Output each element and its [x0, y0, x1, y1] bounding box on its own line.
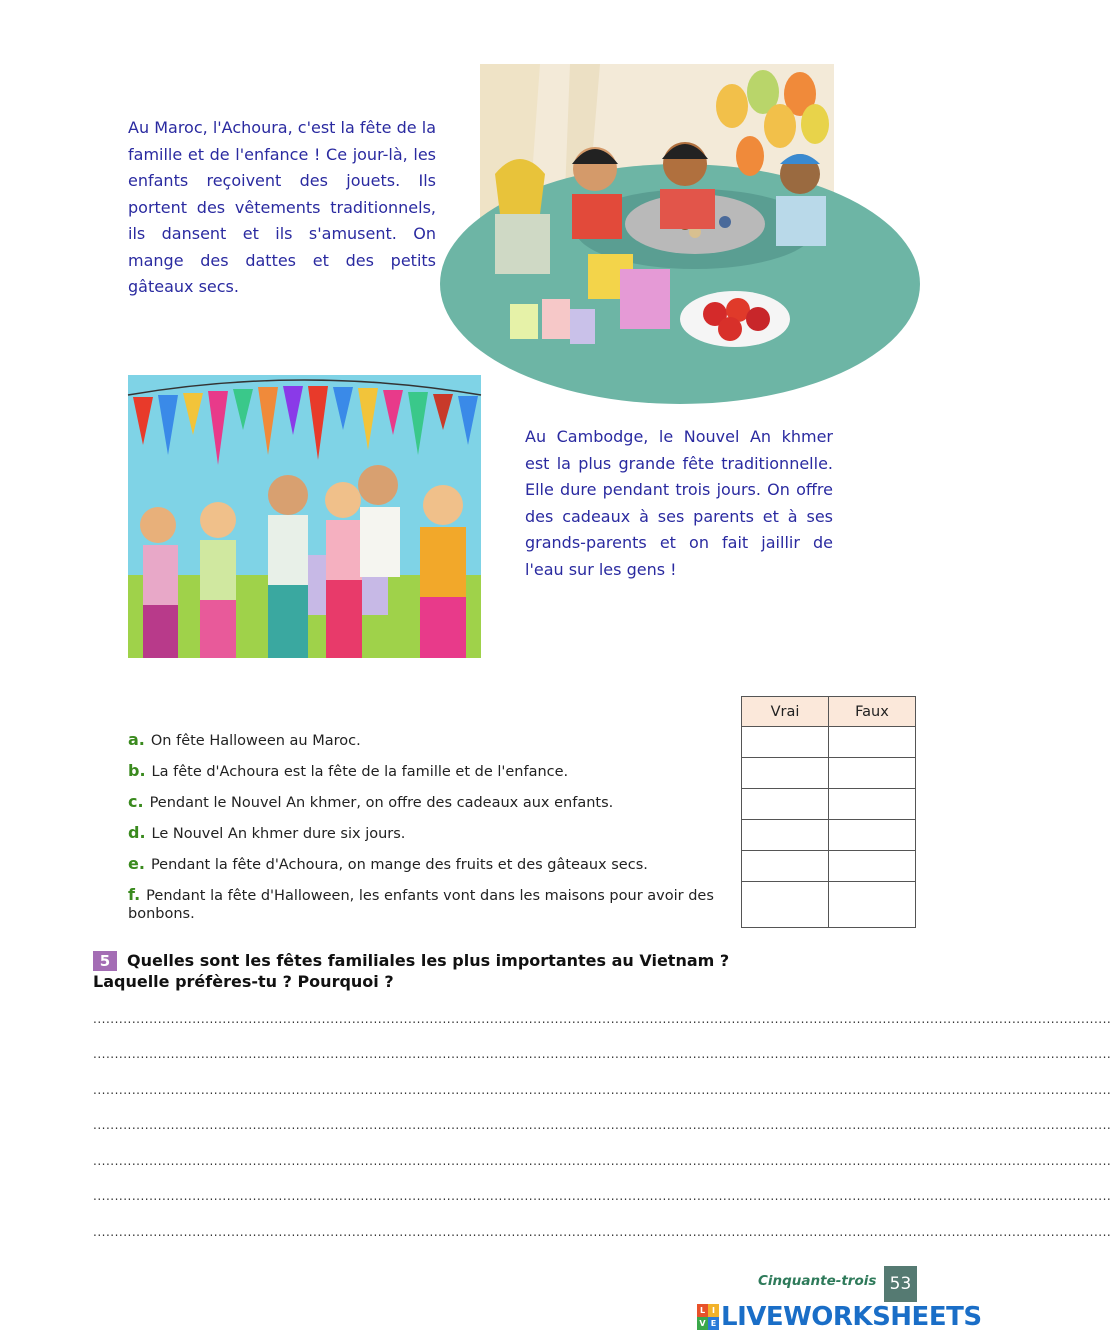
answer-line-5[interactable]: ............................................................................................................................................................................................................................................ [93, 1154, 1111, 1168]
statement-b [128, 762, 728, 781]
exercise-5-question [93, 950, 853, 992]
statement-text: On fête Halloween au Maroc. [150, 733, 361, 749]
statement-letter: d. [128, 823, 146, 842]
logo-letter: V [697, 1317, 708, 1330]
logo-letter: E [708, 1317, 719, 1330]
answer-line-2[interactable]: ............................................................................................................................................................................................................................................ [93, 1047, 1111, 1061]
statement-letter: c. [128, 792, 144, 811]
answer-cell-c-faux[interactable] [829, 789, 916, 820]
statement-letter: b. [128, 761, 146, 780]
statement-text: Pendant la fête d'Achoura, on mange des fruits et des gâteaux secs. [150, 857, 648, 873]
faux-header: Faux [829, 697, 916, 727]
statement-f [128, 886, 728, 923]
answer-line-4[interactable]: ............................................................................................................................................................................................................................................ [93, 1118, 1111, 1132]
statement-text: Pendant la fête d'Halloween, les enfants vont dans les maisons pour avoir des bonbons. [128, 888, 714, 922]
liveworksheets-logo-icon [697, 1304, 719, 1330]
morocco-paragraph: Au Maroc, l'Achoura, c'est la fête de la famille et de l'enfance ! Ce jour-là, les enfants reçoivent des jouets. Ils portent des vêtements traditionnels, ils dansent et ils s'amusent. On mange des dattes et des petits gâteaux secs. [128, 118, 436, 296]
answer-cell-b-faux[interactable] [829, 758, 916, 789]
answer-cell-d-vrai[interactable] [742, 820, 829, 851]
statement-c [128, 793, 728, 812]
logo-letter: L [697, 1304, 708, 1317]
answer-cell-e-faux[interactable] [829, 851, 916, 882]
logo-letter: I [708, 1304, 719, 1317]
khmer-new-year-illustration [128, 375, 481, 658]
statement-text: Le Nouvel An khmer dure six jours. [151, 826, 406, 842]
answer-cell-d-faux[interactable] [829, 820, 916, 851]
brand-text: LIVEWORKSHEETS [721, 1302, 982, 1332]
answer-cell-e-vrai[interactable] [742, 851, 829, 882]
liveworksheets-brand[interactable] [697, 1302, 982, 1332]
statement-text: Pendant le Nouvel An khmer, on offre des cadeaux aux enfants. [149, 795, 614, 811]
statement-a [128, 731, 728, 750]
answer-line-1[interactable]: ............................................................................................................................................................................................................................................ [93, 1012, 1111, 1026]
statement-letter: f. [128, 885, 141, 904]
page-word: Cinquante-trois [758, 1273, 877, 1289]
true-false-table [741, 696, 916, 928]
statement-d [128, 824, 728, 843]
statement-text: La fête d'Achoura est la fête de la famille et de l'enfance. [151, 764, 569, 780]
answer-line-6[interactable]: ............................................................................................................................................................................................................................................ [93, 1189, 1111, 1203]
achoura-illustration [480, 64, 834, 347]
statement-letter: a. [128, 730, 145, 749]
cambodia-paragraph: Au Cambodge, le Nouvel An khmer est la plus grande fête traditionnelle. Elle dure pendant trois jours. On offre des cadeaux à ses parents et à ses grands-parents et on fait jaillir de l'eau sur les gens ! [525, 427, 833, 579]
answer-cell-a-faux[interactable] [829, 727, 916, 758]
answer-cell-a-vrai[interactable] [742, 727, 829, 758]
answer-cell-c-vrai[interactable] [742, 789, 829, 820]
answer-line-3[interactable]: ............................................................................................................................................................................................................................................ [93, 1083, 1111, 1097]
statement-e [128, 855, 728, 874]
answer-cell-b-vrai[interactable] [742, 758, 829, 789]
answer-cell-f-faux[interactable] [829, 882, 916, 928]
answer-cell-f-vrai[interactable] [742, 882, 829, 928]
answer-line-7[interactable]: ............................................................................................................................................................................................................................................ [93, 1225, 1111, 1239]
exercise-number-badge: 5 [93, 951, 117, 971]
question-line-2: Laquelle préfères-tu ? Pourquoi ? [93, 972, 394, 991]
statement-letter: e. [128, 854, 145, 873]
page-number: 53 [884, 1266, 917, 1302]
question-line-1: Quelles sont les fêtes familiales les plus importantes au Vietnam ? [127, 951, 730, 970]
vrai-header: Vrai [742, 697, 829, 727]
